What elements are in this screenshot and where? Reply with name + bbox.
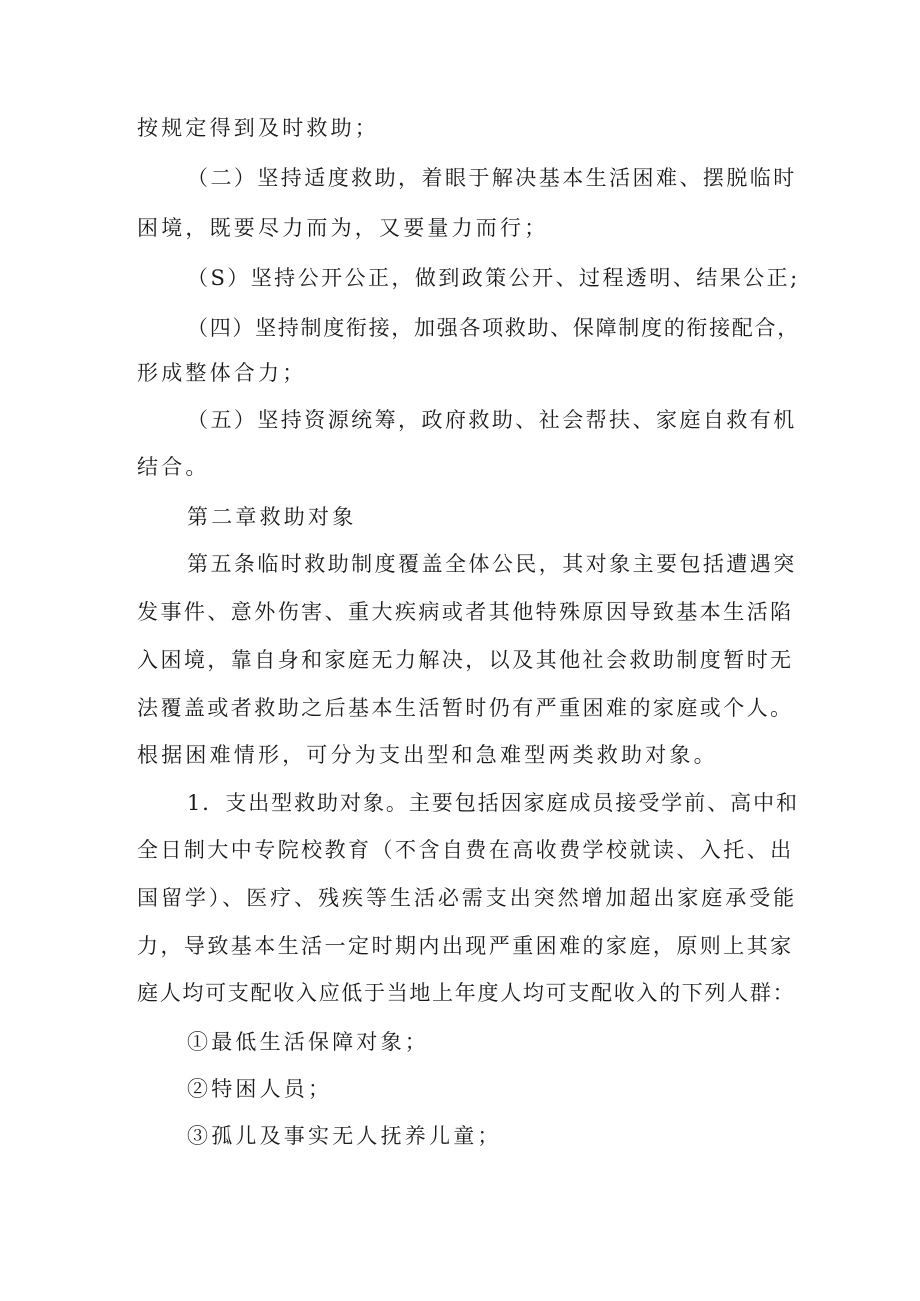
list-item: ②特困人员； [187, 1077, 333, 1101]
list-item: ③孤儿及事实无人抚养儿童； [187, 1124, 502, 1148]
text-line: （S）坚持公开公正，做到政策公开、过程透明、结果公正; [187, 266, 800, 290]
text-line: 力，导致基本生活一定时期内出现严重困难的家庭，原则上其家 [137, 934, 794, 958]
text-line: （二）坚持适度救助，着眼于解决基本生活困难、摆脱临时 [187, 166, 797, 190]
text-line: 困境，既要尽力而为，又要量力而行； [137, 216, 549, 240]
text-line: 第五条临时救助制度覆盖全体公民，其对象主要包括遭遇突 [187, 552, 797, 576]
text-line: 结合。 [137, 455, 210, 479]
text-line: 国留学）、医疗、残疾等生活必需支出突然增加超出家庭承受能 [137, 886, 798, 910]
section-heading: 第二章救助对象 [187, 505, 357, 529]
text-line: 全日制大中专院校教育（不含自费在高收费学校就读、入托、出 [137, 838, 794, 862]
list-item: ①最低生活保障对象； [187, 1030, 429, 1054]
text-line: 入困境，靠自身和家庭无力解决，以及其他社会救助制度暂时无 [137, 648, 794, 672]
text-line: 法覆盖或者救助之后基本生活暂时仍有严重困难的家庭或个人。 [137, 696, 794, 720]
text-line: 1．支出型救助对象。主要包括因家庭成员接受学前、高中和 [187, 791, 800, 815]
text-line: （四）坚持制度衔接，加强各项救助、保障制度的衔接配合， [187, 316, 800, 340]
text-line: 根据困难情形，可分为支出型和急难型两类救助对象。 [137, 743, 718, 767]
text-line: （五）坚持资源统筹，政府救助、社会帮扶、家庭自救有机 [187, 408, 797, 432]
text-line: 发事件、意外伤害、重大疾病或者其他特殊原因导致基本生活陷 [137, 600, 794, 624]
text-line: 庭人均可支配收入应低于当地上年度人均可支配收入的下列人群： [137, 981, 796, 1005]
text-line: 形成整体合力； [137, 361, 307, 385]
text-line: 按规定得到及时救助； [137, 116, 379, 140]
